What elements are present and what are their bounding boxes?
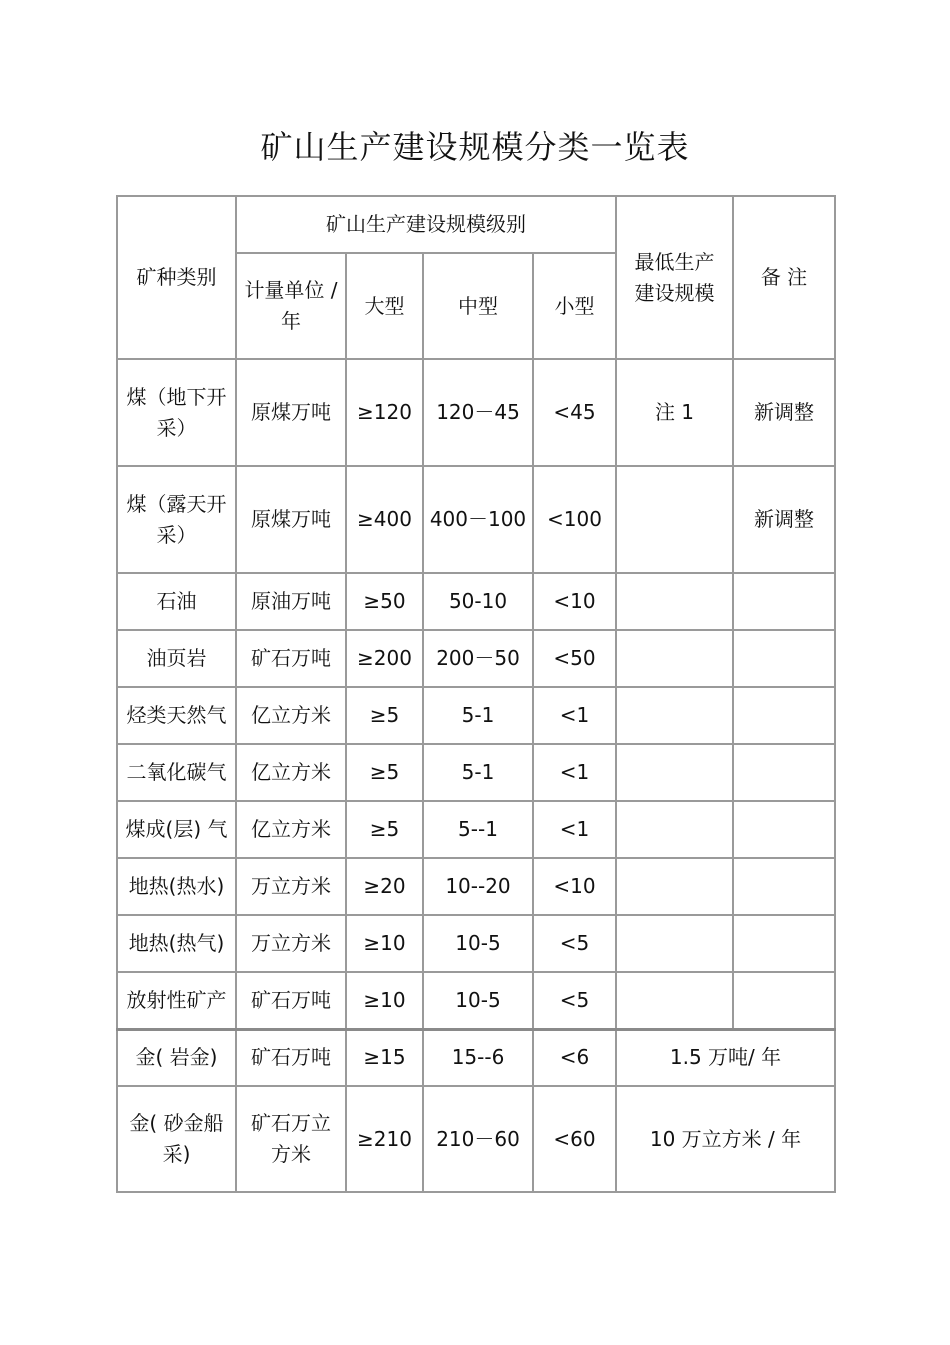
cell-remark bbox=[733, 915, 835, 972]
cell-minimum bbox=[616, 858, 733, 915]
cell-category: 金( 岩金) bbox=[117, 1029, 236, 1086]
header-category: 矿种类别 bbox=[117, 196, 236, 359]
header-remark: 备 注 bbox=[733, 196, 835, 359]
cell-small: <60 bbox=[533, 1086, 616, 1192]
cell-large: ≥5 bbox=[346, 744, 423, 801]
cell-large: ≥50 bbox=[346, 573, 423, 630]
cell-category: 煤成(层) 气 bbox=[117, 801, 236, 858]
header-small: 小型 bbox=[533, 253, 616, 359]
cell-large: ≥200 bbox=[346, 630, 423, 687]
cell-large: ≥10 bbox=[346, 972, 423, 1029]
cell-minimum-merged: 10 万立方米 / 年 bbox=[616, 1086, 835, 1192]
cell-unit: 矿石万吨 bbox=[236, 630, 346, 687]
header-medium: 中型 bbox=[423, 253, 533, 359]
table-row bbox=[117, 744, 835, 801]
table-row bbox=[117, 573, 835, 630]
cell-large: ≥20 bbox=[346, 858, 423, 915]
cell-medium: 15--6 bbox=[423, 1029, 533, 1086]
cell-small: <5 bbox=[533, 915, 616, 972]
cell-small: <10 bbox=[533, 573, 616, 630]
table-row bbox=[117, 466, 835, 573]
cell-remark bbox=[733, 687, 835, 744]
cell-unit: 矿石万吨 bbox=[236, 1029, 346, 1086]
cell-minimum bbox=[616, 466, 733, 573]
cell-medium: 200－50 bbox=[423, 630, 533, 687]
cell-minimum bbox=[616, 573, 733, 630]
cell-large: ≥120 bbox=[346, 359, 423, 466]
cell-remark bbox=[733, 972, 835, 1029]
cell-large: ≥10 bbox=[346, 915, 423, 972]
cell-category: 油页岩 bbox=[117, 630, 236, 687]
cell-small: <1 bbox=[533, 744, 616, 801]
cell-medium: 210－60 bbox=[423, 1086, 533, 1192]
header-unit: 计量单位 / 年 bbox=[236, 253, 346, 359]
cell-medium: 5-1 bbox=[423, 744, 533, 801]
cell-minimum: 注 1 bbox=[616, 359, 733, 466]
table-row bbox=[117, 915, 835, 972]
cell-small: <1 bbox=[533, 801, 616, 858]
cell-medium: 400－100 bbox=[423, 466, 533, 573]
header-scale-group: 矿山生产建设规模级别 bbox=[236, 196, 616, 253]
cell-remark bbox=[733, 858, 835, 915]
cell-large: ≥400 bbox=[346, 466, 423, 573]
cell-medium: 10--20 bbox=[423, 858, 533, 915]
cell-minimum bbox=[616, 915, 733, 972]
cell-minimum bbox=[616, 972, 733, 1029]
table-row bbox=[117, 972, 835, 1029]
table-row bbox=[117, 858, 835, 915]
cell-category: 二氧化碳气 bbox=[117, 744, 236, 801]
cell-small: <50 bbox=[533, 630, 616, 687]
cell-small: <1 bbox=[533, 687, 616, 744]
page-title: 矿山生产建设规模分类一览表 bbox=[260, 128, 690, 166]
cell-category: 煤（地下开采） bbox=[117, 359, 236, 466]
mine-scale-table bbox=[116, 195, 836, 1193]
table-row bbox=[117, 1086, 835, 1192]
cell-remark bbox=[733, 573, 835, 630]
cell-category: 放射性矿产 bbox=[117, 972, 236, 1029]
cell-small: <5 bbox=[533, 972, 616, 1029]
cell-category: 烃类天然气 bbox=[117, 687, 236, 744]
cell-remark bbox=[733, 744, 835, 801]
cell-large: ≥5 bbox=[346, 801, 423, 858]
cell-unit: 万立方米 bbox=[236, 915, 346, 972]
cell-category: 地热(热水) bbox=[117, 858, 236, 915]
cell-medium: 5--1 bbox=[423, 801, 533, 858]
cell-remark bbox=[733, 801, 835, 858]
cell-category: 煤（露天开采） bbox=[117, 466, 236, 573]
cell-large: ≥5 bbox=[346, 687, 423, 744]
table-row bbox=[117, 801, 835, 858]
cell-small: <45 bbox=[533, 359, 616, 466]
cell-minimum-merged: 1.5 万吨/ 年 bbox=[616, 1029, 835, 1086]
cell-unit: 原煤万吨 bbox=[236, 359, 346, 466]
table-row bbox=[117, 687, 835, 744]
cell-unit: 亿立方米 bbox=[236, 744, 346, 801]
cell-minimum bbox=[616, 687, 733, 744]
cell-unit: 亿立方米 bbox=[236, 687, 346, 744]
cell-medium: 50-10 bbox=[423, 573, 533, 630]
table-row bbox=[117, 1029, 835, 1086]
header-minimum: 最低生产建设规模 bbox=[616, 196, 733, 359]
cell-unit: 原煤万吨 bbox=[236, 466, 346, 573]
cell-small: <10 bbox=[533, 858, 616, 915]
cell-unit: 万立方米 bbox=[236, 858, 346, 915]
cell-minimum bbox=[616, 744, 733, 801]
header-row bbox=[117, 196, 835, 253]
cell-category: 地热(热气) bbox=[117, 915, 236, 972]
cell-unit: 亿立方米 bbox=[236, 801, 346, 858]
cell-remark: 新调整 bbox=[733, 359, 835, 466]
table-body bbox=[117, 196, 835, 1192]
cell-large: ≥15 bbox=[346, 1029, 423, 1086]
cell-remark bbox=[733, 630, 835, 687]
cell-medium: 10-5 bbox=[423, 972, 533, 1029]
cell-large: ≥210 bbox=[346, 1086, 423, 1192]
cell-minimum bbox=[616, 801, 733, 858]
table-row bbox=[117, 359, 835, 466]
cell-unit: 矿石万立方米 bbox=[236, 1086, 346, 1192]
cell-small: <100 bbox=[533, 466, 616, 573]
cell-category: 金( 砂金船采) bbox=[117, 1086, 236, 1192]
cell-unit: 矿石万吨 bbox=[236, 972, 346, 1029]
cell-medium: 10-5 bbox=[423, 915, 533, 972]
header-large: 大型 bbox=[346, 253, 423, 359]
cell-small: <6 bbox=[533, 1029, 616, 1086]
cell-unit: 原油万吨 bbox=[236, 573, 346, 630]
cell-remark: 新调整 bbox=[733, 466, 835, 573]
table-row bbox=[117, 630, 835, 687]
cell-category: 石油 bbox=[117, 573, 236, 630]
cell-medium: 120－45 bbox=[423, 359, 533, 466]
cell-minimum bbox=[616, 630, 733, 687]
cell-medium: 5-1 bbox=[423, 687, 533, 744]
